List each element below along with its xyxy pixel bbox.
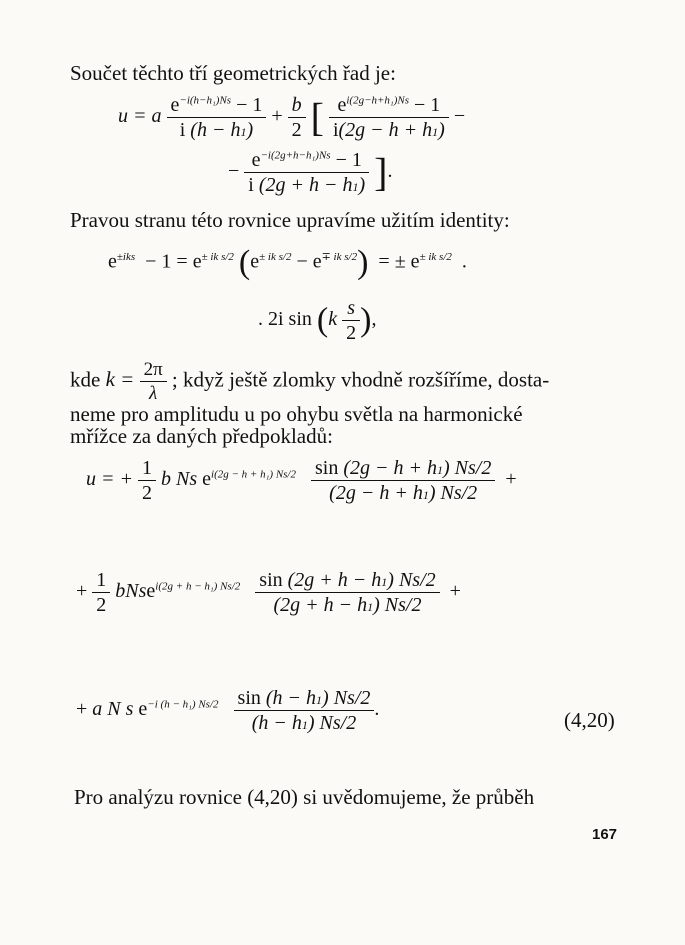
paragraph-identity: Pravou stranu této rovnice upravíme užitím identity: bbox=[70, 208, 510, 232]
equation-sum-line-2: − $\frac{e^{-i(2g+h-h_1)Ns} - 1}{i (2g + h - h1)}$ ]. bbox=[228, 149, 393, 196]
paragraph-analysis: Pro analýzu rovnice (4,20) si uvědomujeme, že průběh bbox=[74, 785, 535, 809]
equation-term-3: + a N s $e^{-i (h - h_1) Ns/2}$ $\frac{\sin (h - h1) Ns/2}{(h - h1) Ns/2}$ . bbox=[76, 687, 380, 734]
paragraph-intro: Součet těchto tří geometrických řad je: bbox=[70, 61, 396, 85]
equation-identity-line-2: . 2i sin (k $\frac{s}{2}$ ), bbox=[258, 297, 377, 344]
paragraph-k-definition: kde k = $\frac{2\pi}{\lambda}$ ; když ještě zlomky vhodně rozšíříme, dosta- bbox=[70, 359, 550, 404]
paragraph-k-rest: ; když ještě zlomky vhodně rozšíříme, dosta- bbox=[171, 367, 550, 392]
equation-term-2: + $\frac{1}{2}$ bNse$^{i(2g + h - h_1) Ns/2}$ $\frac{\sin (2g + h - h1) Ns/2}{(2g + h - h1) Ns/2}$ + bbox=[76, 569, 461, 616]
paragraph-amplitude: neme pro amplitudu u po ohybu světla na harmonické bbox=[70, 402, 523, 426]
page-number: 167 bbox=[592, 826, 618, 843]
equation-identity-line-1: $e^{\pm iks} - 1 = e^{\pm ik s/2}$ $(e^{\pm ik s/2} - e^{\mp ik s/2})$ = ± $e^{\pm ik s/2}$ . bbox=[108, 244, 467, 281]
kde-word: kde bbox=[70, 367, 101, 392]
equation-sum-line-1: u = a $\frac{e^{-i(h-h_1)Ns} - 1}{i (h - h1)}$ + $\frac{b}{2}$ [ $\frac{e^{i(2g-h+h_1)Ns} - 1}{i(2g - h + h1)}$ − bbox=[118, 94, 466, 141]
paragraph-grating: mřížce za daných předpokladů: bbox=[70, 424, 333, 448]
equation-term-1: u = + $\frac{1}{2}$ b Ns $e^{i(2g - h + h_1) Ns/2}$ $\frac{\sin (2g - h + h1) Ns/2}{(2g - h + h1) Ns/2}$ + bbox=[86, 457, 517, 504]
equation-number: (4,20) bbox=[564, 708, 615, 732]
